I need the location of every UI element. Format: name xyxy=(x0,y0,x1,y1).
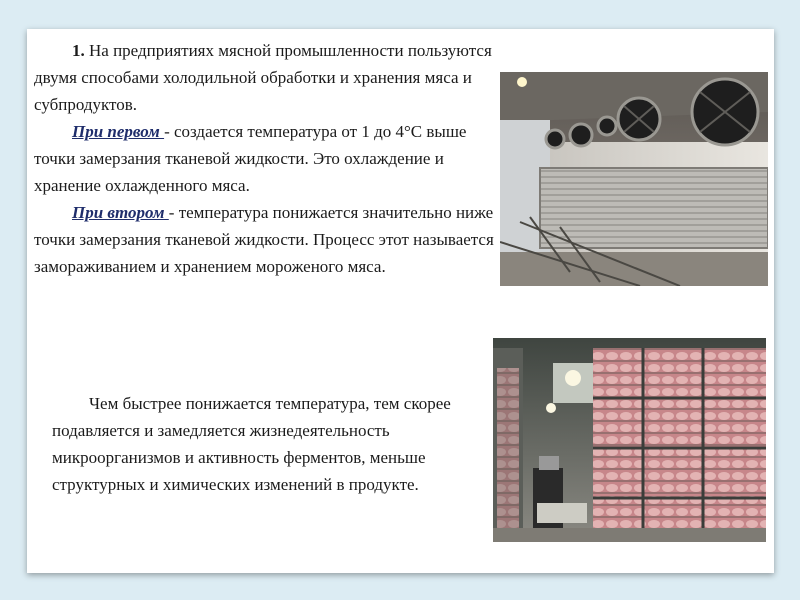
first-method-paragraph xyxy=(34,118,504,199)
frozen-meat-warehouse-photo xyxy=(493,338,766,542)
intro-text: На предприятиях мясной промышленности пользуются двумя способами холодильной обработки и хранения мяса и субпродуктов. xyxy=(34,41,492,114)
item-number: 1. xyxy=(72,41,85,60)
second-method-paragraph xyxy=(34,199,504,280)
cold-storage-fans-photo xyxy=(500,72,768,286)
main-text xyxy=(34,37,504,280)
slide xyxy=(27,29,774,573)
intro-paragraph xyxy=(34,37,504,118)
second-method-text: - температура понижается значительно ниже точки замерзания тканевой жидкости. Процесс этот называется замораживанием и хранением мороженого мяса. xyxy=(34,203,494,276)
second-method-label: При втором xyxy=(72,203,169,222)
first-method-label: При первом xyxy=(72,122,165,141)
first-method-text: - создается температура от 1 до 4°С выше точки замерзания тканевой жидкости. Это охлаждение и хранение охлажденного мяса. xyxy=(34,122,467,195)
conclusion-paragraph: Чем быстрее понижается температура, тем скорее подавляется и замедляется жизнедеятельность микроорганизмов и активность ферментов, меньше структурных и химических изменений в продукте. xyxy=(52,394,451,494)
